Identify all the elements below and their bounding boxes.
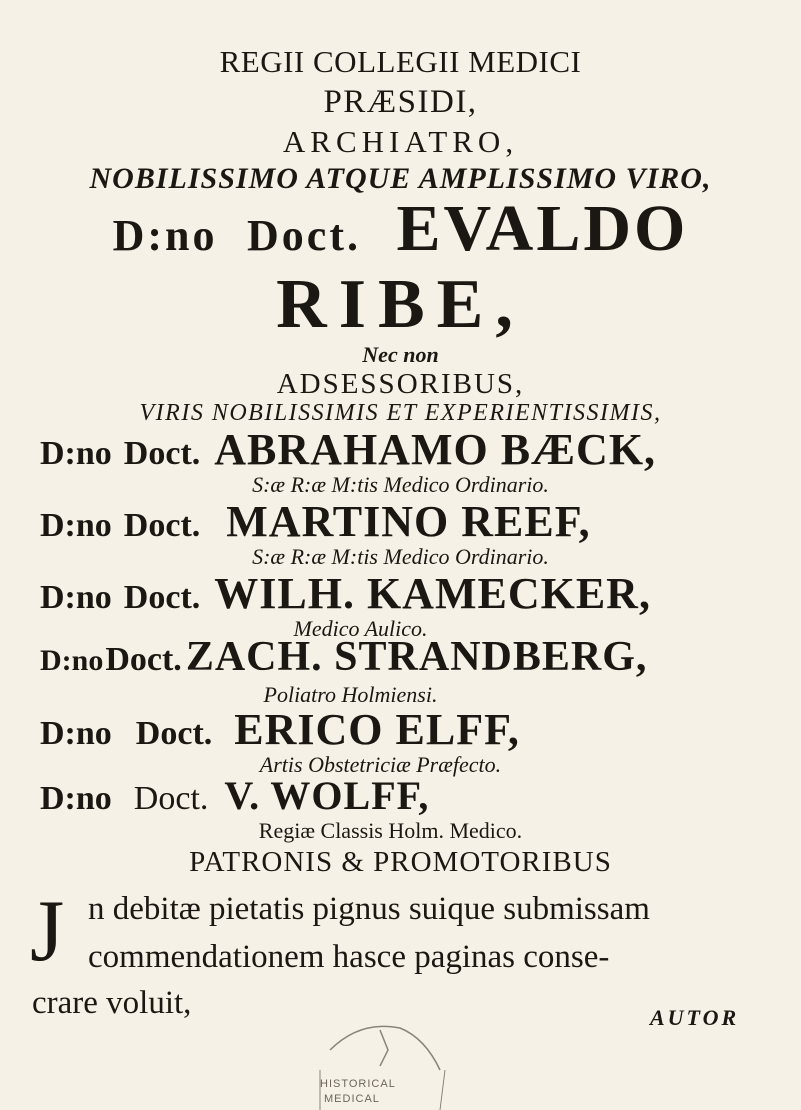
adsessoribus-heading: ADSESSORIBUS, xyxy=(276,368,525,400)
dropcap-letter: J xyxy=(30,883,65,980)
dedicatee-prefix: D:no xyxy=(112,211,218,260)
assessor-name: ABRAHAMO BÆCK, xyxy=(214,425,657,474)
assessor-title: Doct. xyxy=(133,780,209,817)
necnon-text: Nec non xyxy=(362,342,439,367)
assessor-role: S:æ R:æ M:tis Medico Ordinario. xyxy=(252,544,549,569)
assessor-prefix: D:no xyxy=(40,507,112,544)
assessor-role: Medico Aulico. xyxy=(293,616,428,641)
assessor-role: Poliatro Holmiensi. xyxy=(263,682,438,707)
dedicatee-firstname: EVALDO xyxy=(396,192,689,265)
assessor-row xyxy=(40,497,591,546)
assessor-title: Doct. xyxy=(105,641,182,678)
assessor-name: ZACH. STRANDBERG, xyxy=(185,634,648,680)
stamp-text: MEDICAL xyxy=(324,1093,380,1105)
assessor-name: MARTINO REEF, xyxy=(226,497,591,546)
viris-heading: VIRIS NOBILISSIMIS ET EXPERIENTISSIMIS, xyxy=(139,400,662,426)
assessor-row xyxy=(40,773,430,818)
assessor-name: ERICO ELFF, xyxy=(234,705,520,754)
dedicatee-surname: RIBE, xyxy=(276,266,525,343)
assessor-name: WILH. KAMECKER, xyxy=(214,569,651,618)
heading-line-praesidi: PRÆSIDI, xyxy=(323,84,478,120)
assessor-row xyxy=(40,705,520,754)
assessor-row xyxy=(40,636,647,678)
assessor-prefix: D:no xyxy=(40,780,112,817)
assessor-title: Doct. xyxy=(123,507,201,544)
assessor-prefix: D:no xyxy=(40,715,112,752)
assessor-role: S:æ R:æ M:tis Medico Ordinario. xyxy=(252,472,549,497)
assessor-role: Artis Obstetriciæ Præfecto. xyxy=(259,752,502,777)
dedication-line: n debitæ pietatis pignus suique submissam xyxy=(88,891,650,927)
assessor-role: Regiæ Classis Holm. Medico. xyxy=(258,818,523,843)
assessor-title: Doct. xyxy=(123,579,201,616)
assessor-title: Doct. xyxy=(123,435,201,472)
assessor-prefix: D:no xyxy=(40,644,104,677)
dedicatee-title: Doct. xyxy=(247,211,361,260)
assessor-name: V. WOLFF, xyxy=(224,773,430,818)
author-signature: AUTOR xyxy=(650,1005,740,1030)
stamp-text: HISTORICAL xyxy=(320,1078,396,1090)
dedication-line: crare voluit, xyxy=(32,985,192,1021)
assessor-title: Doct. xyxy=(135,715,213,752)
assessor-row xyxy=(40,425,657,474)
heading-line-nobilissimo: NOBILISSIMO ATQUE AMPLISSIMO VIRO, xyxy=(89,162,712,195)
heading-line-archiatro: ARCHIATRO, xyxy=(282,124,519,159)
dedicatee-line xyxy=(0,192,801,265)
heading-line-regii: REGII COLLEGII MEDICI xyxy=(219,44,582,79)
dedication-line: commendationem hasce paginas conse- xyxy=(88,939,610,975)
patronis-heading: PATRONIS & PROMOTORIBUS xyxy=(189,846,612,878)
assessor-prefix: D:no xyxy=(40,435,112,472)
assessor-row xyxy=(40,569,651,618)
assessor-prefix: D:no xyxy=(40,579,112,616)
